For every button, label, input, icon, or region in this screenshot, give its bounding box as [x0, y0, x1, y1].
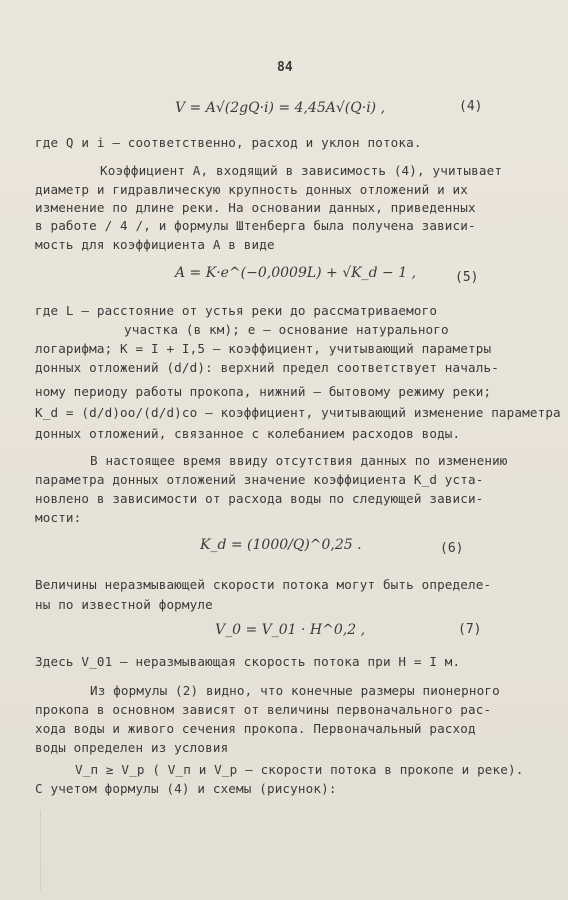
text-line: Здесь V_01 – неразмывающая скорость потока при Н = I м. — [35, 654, 461, 669]
text-line: хода воды и живого сечения прокопа. Первоначальный расход — [35, 721, 476, 736]
text-line: где L – расстояние от устья реки до рассматриваемого — [35, 303, 438, 318]
text-line: изменение по длине реки. На основании данных, приведенных — [35, 200, 476, 215]
text-line: Величины неразмывающей скорости потока могут быть определе- — [35, 577, 492, 592]
text-line: участка (в км); e – основание натурального — [124, 322, 449, 337]
text-line: воды определен из условия — [35, 740, 229, 755]
text-line: диаметр и гидравлическую крупность донных отложений и их — [35, 182, 468, 197]
text-line: донных отложений, связанное с колебанием расходов воды. — [35, 426, 461, 441]
equation-5: A = K·e^(−0,0009L) + √K_d − 1 , — [175, 265, 417, 281]
text-line: В настоящее время ввиду отсутствия данных по изменению — [90, 453, 508, 468]
text-line: K_d = (d/d)оо/(d/d)со – коэффициент, учитывающий изменение параметра — [35, 405, 561, 420]
equation-5-number: (5) — [455, 270, 479, 285]
text-line: ны по известной формуле — [35, 597, 213, 612]
paper-crease — [40, 810, 41, 890]
text-line: в работе / 4 /, и формулы Штенберга была получена зависи- — [35, 218, 476, 233]
text-line: С учетом формулы (4) и схемы (рисунок): — [35, 781, 337, 796]
text-line: ному периоду работы прокопа, нижний – бытовому режиму реки; — [35, 384, 492, 399]
text-line: мости: — [35, 510, 82, 525]
equation-4-number: (4) — [459, 99, 483, 114]
text-line: логарифма; К = I + I,5 – коэффициент, учитывающий параметры — [35, 341, 492, 356]
equation-6: K_d = (1000/Q)^0,25 . — [200, 537, 362, 553]
text-line: донных отложений (d/d): верхний предел соответствует началь- — [35, 360, 499, 375]
text-line: Коэффициент А, входящий в зависимость (4), учитывает — [100, 163, 503, 178]
text-line: V_п ≥ V_р ( V_п и V_р – скорости потока в прокопе и реке). — [75, 762, 524, 777]
text-line: где Q и i – соответственно, расход и уклон потока. — [35, 135, 422, 150]
text-line: параметра донных отложений значение коэффициента K_d уста- — [35, 472, 484, 487]
text-line: прокопа в основном зависят от величины первоначального рас- — [35, 702, 492, 717]
equation-6-number: (6) — [440, 541, 464, 556]
text-line: Из формулы (2) видно, что конечные размеры пионерного — [90, 683, 500, 698]
page-number: 84 — [277, 60, 293, 75]
text-line: новлено в зависимости от расхода воды по следующей зависи- — [35, 491, 484, 506]
equation-7-number: (7) — [458, 622, 482, 637]
equation-4: V = A√(2gQ·i) = 4,45A√(Q·i) , — [175, 100, 386, 116]
text-line: мость для коэффициента А в виде — [35, 237, 275, 252]
equation-7: V_0 = V_01 · H^0,2 , — [215, 622, 366, 638]
